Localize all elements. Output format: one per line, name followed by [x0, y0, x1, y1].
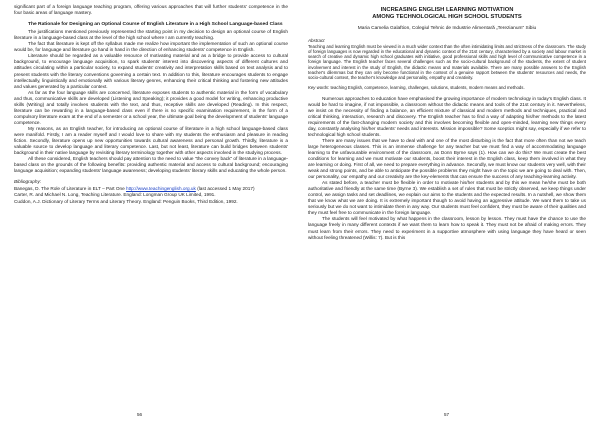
reference-item	[14, 186, 288, 192]
page-number: 57	[444, 412, 450, 417]
reference-item	[14, 192, 288, 198]
body-paragraph: Literature should be regarded as a valuable resource of motivating material and as a bridge to provide access to cultural background, to encourage language acquisition, to spark students' interest into discovering aspects of different cultures and attitudes circulating within a particular society, to expand students' creativity and interpretation skills based on text analysis and to present students with the literary conventions governing a certain text. In addition to this, literature encourages students to engage intellectually, linguistically and emotionally with various literary genres, enhancing their critical thinking and fostering new attitudes and values generated by a particular context.	[14, 53, 288, 89]
body-paragraph: The students will feel motivated by what happens in the classroom, lesson by lesson. They must have the chance to use the language freely in many different contexts if we want them to learn how to speak it. They must not be afraid of making errors. They must learn from their errors. They need to experiment in a supportive atmosphere with using language they have heard or seen without feeling threatened (Willis: 7). But is this	[308, 216, 586, 240]
body-paragraph: My reasons, as an English teacher, for introducing an optional course of literature in a high school language-based class were manifold. Firstly, I am a reader myself and I would love to share with my students the enthusiasm and pleasure in reading fiction. Secondly, literature opens up new opportunities towards cultural awareness and personal growth. Thirdly, literature is a valuable source to develop language and literary competence. Last, but not least, literature can build bridges between students' background in their native language by revisiting literary terminology together with other aspects involved in the studying process.	[14, 125, 288, 156]
right-page	[300, 0, 600, 424]
body-paragraph: There are many issues that we have to deal with and one of the most disturbing is the fact that more often than not we teach large heterogeneous classes. This is an immense challenge for any teacher but we must find a way of accommodating language learning to the unfavourable environment of the classroom, as Donn Byrne says (1). How can we do this? We must create the best conditions for learning and we must motivate our students, boost their interest in the English class, keep them involved in what they are learning or doing. First of all, we need to prepare everything in advance. Secondly, we must know our students very well, with their weak and strong points, and be able to anticipate the possible problems they might have on the topic we are going to deal with. Then, our personality, our empathy and our creativity are the key-elements that can ensure the success of any teaching-learning activity.	[308, 137, 586, 180]
reference-note: (last accessed 1 May 2017)	[195, 185, 255, 191]
keywords-label: Key words:	[308, 85, 330, 91]
article-title-line-1: INCREASING ENGLISH LEARNING MOTIVATION	[380, 7, 514, 13]
body-paragraph: The fact that literature is kept off the syllabus made me realize how important the implementation of such an optional course would be, for language and literature go hand in hand in the direction of enhancing students' competence in English.	[14, 41, 288, 53]
abstract-text: Teaching and learning English must be viewed in a much wider context than the often intimidating limits and strictness of the classroom. The study of foreign languages is now regarded in the educational and dynamic context of the 21st century, characterised by a society and labour market in search of creative and dynamic high school graduates with initiative, good professional skills and high level of communicative competence in a foreign language. The English teacher faces several challenges such as the socio-cultural background of the students, the extent of student involvement and interest in the study of English, the didactic means and materials available. There are many possible answers to the English teacher's dilemmas but they can only become functional in the context of a genuine rapport between the students' resources and needs, the socio-cultural context, the teacher's knowledge and personality, empathy and creativity.	[308, 43, 586, 80]
page-number: 56	[137, 412, 143, 417]
body-paragraph: The justifications mentioned previously represented the starting point in my decision to design an optional course of English literature in a language-based class at the level of the high school where I am currently teaching.	[14, 29, 288, 41]
reference-text: Banegas, D. The Role of Literature in ELT – Part One	[14, 185, 127, 191]
section-heading: The Rationale for Designing an Optional Course of English Literature in a High School Language-based Class	[28, 22, 283, 28]
reference-text: Cuddon, A.J. Dictionary of Literary Terms and Literary Theory. England: Penguin Books, Third Edition, 1992.	[14, 198, 238, 204]
author-affiliation: Maria Camelia Galaftion, Colegiul Tehnic de Industrie Alimentară „Terezianum" Sibiu	[357, 26, 537, 31]
intro-paragraph: significant part of a foreign language teaching program, offering various approaches that will further students' competence in the four basic areas of language mastery.	[14, 4, 288, 16]
body-paragraph: As stated before, a teacher must be flexible in order to motivate his/her students and by this we mean he/she must be both authoritative and friendly at the same time (Byrne 3). We establish a set of rules that must be strictly observed, we keep things under control, we assign tasks and set deadlines, we explain our aims to the students and the expected results. In a nutshell, we show them that we know what we are doing. It is extremely important though to avoid having an aggressive attitude. We want them to take us seriously but we do not want to intimidate them in any way. Our students must feel confident, they must be aware of their qualities and they must feel free to communicate in the foreign language.	[308, 180, 586, 216]
reference-link[interactable]: http://www.teachingenglish.org.uk	[126, 185, 196, 191]
article-title-line-2: AMONG TECHNOLOGICAL HIGH SCHOOL STUDENTS	[372, 14, 522, 20]
body-paragraph: All these considered, English teachers should pay attention to the need to value "the convey back" of literature in a language-based class on the grounds of the following benefits: providing authentic material and access to cultural background; encouraging language acquisition; expanding students' language awareness; developing students' literary skills and educating the whole person.	[14, 156, 288, 174]
reference-text: Carter, R. and Michael N. Long, Teaching Literature. England: Longman Group UK Limited, 1991.	[14, 192, 216, 198]
keywords	[308, 85, 586, 90]
body-paragraph: Numerous approaches to education have emphasised the growing importance of modern technology in today's English class. It would be hard to imagine, if not impossible, a classroom without the didactic means and tools of the 21st century in it. Nevertheless, we insist on the necessity of finding a balance, an efficient mixture of classical and modern methods and techniques, practical and critical thinking, interaction, research and discovery. The English teacher has to find a way of adapting his/her methods to the latest requirements of the fast-changing modern society and this involves becoming flexible and open-minded, learning new things every day, constantly analysing his/her students' needs and interests. Mission impossible? Some sceptics might say, especially if we refer to technological high school students.	[308, 95, 586, 137]
bibliography-heading: Bibliography:	[14, 179, 42, 185]
body-paragraph: As far as the four language skills are concerned, literature exposes students to authentic material in the form of vocabulary and thus, communicative skills are developed (Listening and Speaking); it provides a good model for writing, enhancing productive skills (Writing) and totally involves students with the text, and thus, receptive skills are developed (Reading). In this respect, literature can be rewarding in a language-based class even if there is no specific examination requirement, in the form of a compulsory literature exam at the end of a semester or a school year, the ultimate goal being the development of students' language competence.	[14, 89, 288, 125]
reference-item	[14, 199, 288, 205]
keywords-list: teaching English, competence, learning, challenges, solutions, students, modern means and methods.	[329, 85, 525, 91]
abstract-label: Abstract	[308, 38, 325, 43]
